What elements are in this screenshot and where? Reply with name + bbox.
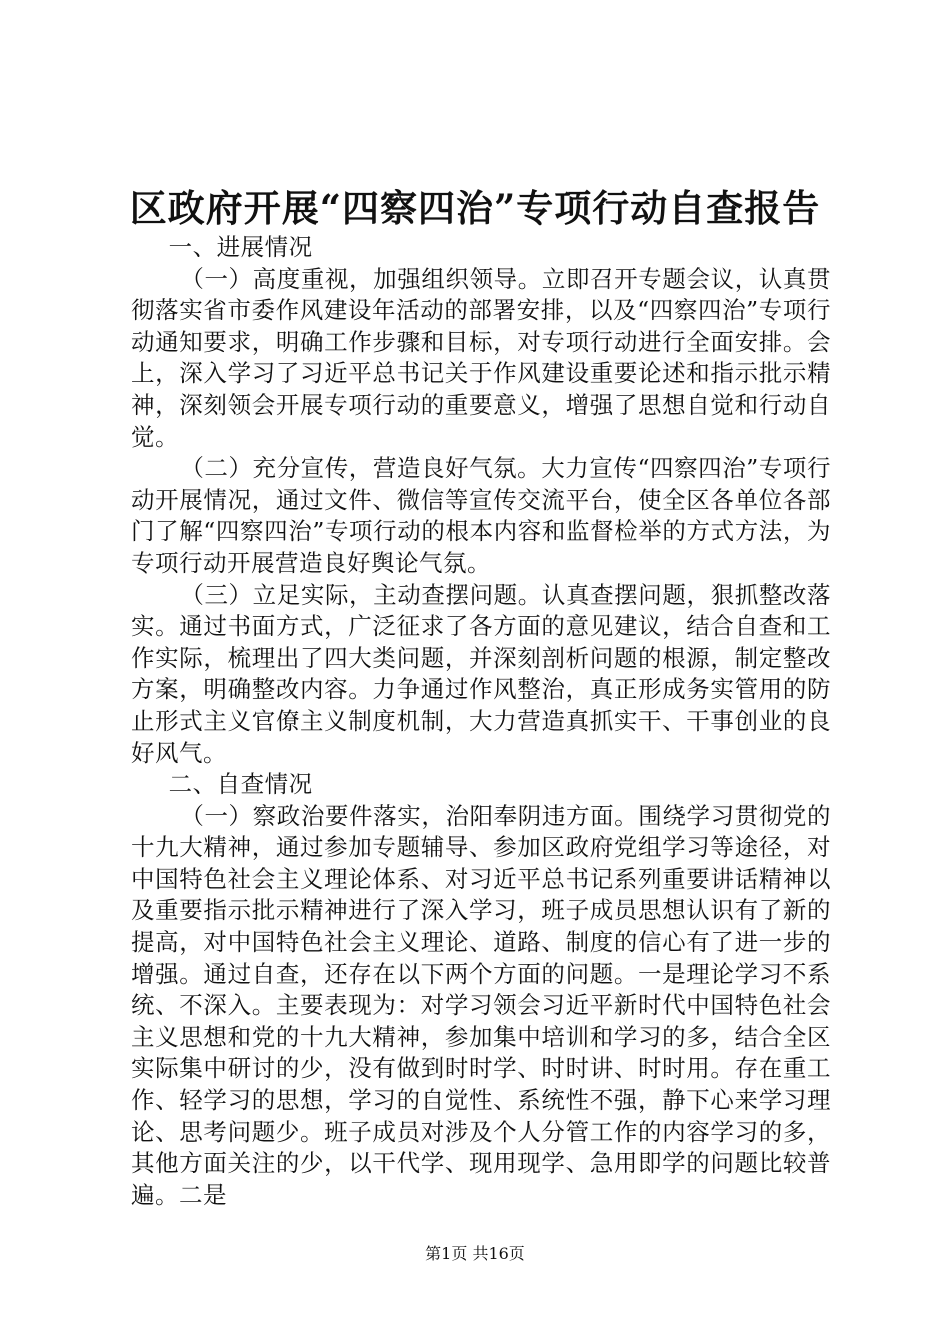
- paragraph-publicity: （二）充分宣传，营造良好气氛。大力宣传“四察四治”专项行动开展情况，通过文件、微信等宣传交流平台，使全区各单位各部门了解“四察四治”专项行动的根本内容和监督检举的方式方法，为专项行动开展营造良好舆论气氛。: [131, 454, 831, 577]
- paragraph-problem-finding: （三）立足实际，主动查摆问题。认真查摆问题，狠抓整改落实。通过书面方式，广泛征求了各方面的意见建议，结合自查和工作实际，梳理出了四大类问题，并深刻剖析问题的根源，制定整改方案，明确整改内容。力争通过作风整治，真正形成务实管用的防止形式主义官僚主义制度机制，大力营造真抓实干、干事创业的良好风气。: [131, 580, 831, 767]
- section-heading-self-check: 二、自查情况: [168, 770, 313, 799]
- document-body: [131, 232, 831, 1211]
- paragraph-organization: （一）高度重视，加强组织领导。立即召开专题会议，认真贯彻落实省市委作风建设年活动的部署安排，以及“四察四治”专项行动通知要求，明确工作步骤和目标，对专项行动进行全面安排。会上，深入学习了习近平总书记关于作风建设重要论述和指示批示精神，深刻领会开展专项行动的重要意义，增强了思想自觉和行动自觉。: [131, 264, 831, 451]
- paragraph-political-requirements: （一）察政治要件落实，治阳奉阴违方面。围绕学习贯彻党的十九大精神，通过参加专题辅导、参加区政府党组学习等途径，对中国特色社会主义理论体系、对习近平总书记系列重要讲话精神以及重要指示批示精神进行了深入学习，班子成员思想认识有了新的提高，对中国特色社会主义理论、道路、制度的信心有了进一步的增强。通过自查，还存在以下两个方面的问题。一是理论学习不系统、不深入。主要表现为：对学习领会习近平新时代中国特色社会主义思想和党的十九大精神，参加集中培训和学习的多，结合全区实际集中研讨的少，没有做到时时学、时时讲、时时用。存在重工作、轻学习的思想，学习的自觉性、系统性不强，静下心来学习理论、思考问题少。班子成员对涉及个人分管工作的内容学习的多，其他方面关注的少，以干代学、现用现学、急用即学的问题比较普遍。二是: [131, 801, 831, 1209]
- page-number-footer: 第1页 共16页: [425, 1244, 525, 1263]
- section-heading-progress: 一、进展情况: [168, 233, 313, 261]
- document-title: 区政府开展“四察四治”专项行动自查报告: [129, 186, 821, 230]
